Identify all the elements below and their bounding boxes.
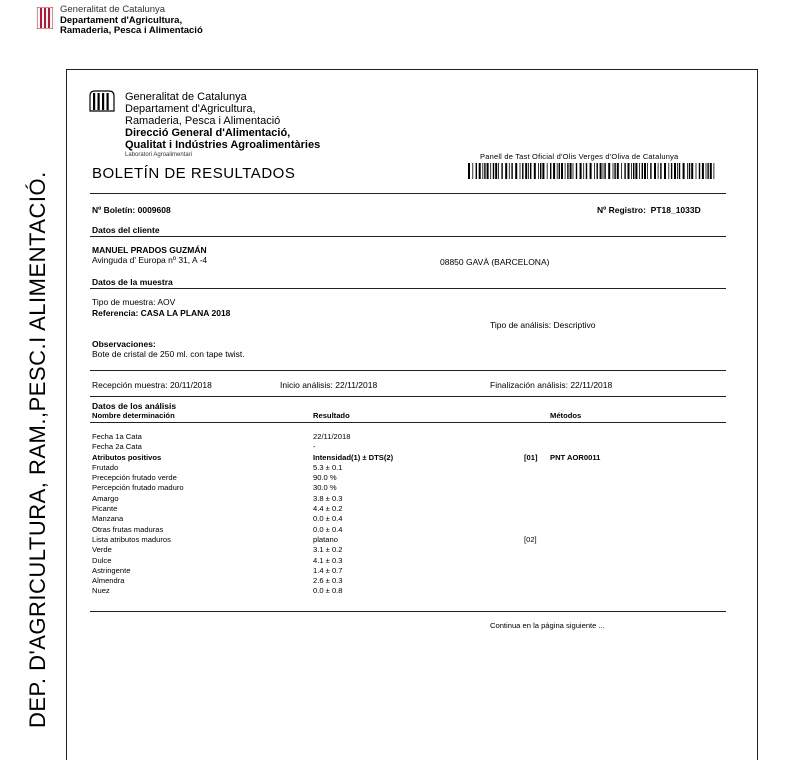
barcode-bar xyxy=(628,163,630,179)
barcode-bar xyxy=(650,163,651,179)
barcode-bar xyxy=(570,163,572,179)
analysis-ref-cell xyxy=(524,514,538,524)
analysis-result-cell: 4.4 ± 0.2 xyxy=(313,504,343,514)
analysis-result-cell: 22/11/2018 xyxy=(313,432,351,441)
barcode-bar xyxy=(482,163,483,179)
header-line: Ramaderia, Pesca i Alimentació xyxy=(125,115,281,127)
barcode-bar xyxy=(505,163,507,179)
analysis-section-title: Datos de los análisis xyxy=(92,401,177,411)
barcode-bar xyxy=(515,163,517,179)
barcode-bar xyxy=(476,163,477,179)
barcode-bar xyxy=(490,163,491,179)
divider xyxy=(90,611,726,612)
analysis-ref-cell xyxy=(524,432,538,442)
barcode-bar xyxy=(565,163,566,179)
header-line: Generalitat de Catalunya xyxy=(125,91,247,103)
barcode-bar xyxy=(576,163,577,179)
analysis-ref-cell xyxy=(524,545,538,555)
analysis-ref-cell xyxy=(524,504,538,514)
barcode-bar xyxy=(674,163,676,179)
divider xyxy=(90,288,726,289)
barcode-bar xyxy=(614,163,615,179)
side-stamp-text: DEP. D'AGRICULTURA, RAM.,PESC.I ALIMENTACIÓ. xyxy=(25,171,50,728)
barcode-bar xyxy=(635,163,637,179)
outer-header-line: Generalitat de Catalunya xyxy=(60,4,166,15)
analysis-name-cell: Otras frutas maduras xyxy=(92,524,164,534)
registro-number xyxy=(597,205,701,215)
page-title: BOLETÍN DE RESULTADOS xyxy=(92,165,296,182)
analysis-method-cell xyxy=(550,535,600,545)
analysis-name-cell: Verde xyxy=(92,545,112,555)
barcode-bar xyxy=(679,163,680,179)
barcode-bar xyxy=(594,163,595,179)
barcode-bar xyxy=(501,163,502,179)
document-header xyxy=(125,91,320,159)
barcode-bar xyxy=(647,163,648,179)
analysis-method-cell xyxy=(550,576,600,586)
barcode-bar xyxy=(567,163,568,179)
analysis-name-cell: Almendra xyxy=(92,576,125,586)
barcode-bar xyxy=(495,163,497,179)
barcode-bar xyxy=(528,163,529,179)
analysis-method-cell xyxy=(550,432,600,442)
analysis-method-cell xyxy=(550,442,600,452)
divider xyxy=(90,370,726,371)
analysis-names xyxy=(92,432,184,597)
boletin-value: 0009608 xyxy=(137,205,171,215)
analysis-method-cell xyxy=(550,586,600,596)
divider xyxy=(90,236,726,237)
analysis-method-cell xyxy=(550,504,600,514)
barcode-bar xyxy=(644,163,646,179)
barcode-bar xyxy=(553,163,555,179)
panel-label: Panell de Tast Oficial d'Olis Verges d'Oliva de Catalunya xyxy=(480,152,679,161)
barcode-bar xyxy=(710,163,712,179)
barcode-bar xyxy=(586,163,587,179)
registro-value: PT18_1033D xyxy=(650,205,701,215)
analysis-method-cell xyxy=(550,556,600,566)
barcode-bar xyxy=(631,163,632,179)
analysis-name-cell: Fecha 2a Cata xyxy=(92,442,142,452)
analysis-result-cell: 5.3 ± 0.1 xyxy=(313,462,343,472)
column-header-method: Métodos xyxy=(550,411,582,420)
barcode-bar xyxy=(642,163,643,179)
barcode-bar xyxy=(658,163,659,179)
lab-name: Laboratori Agroalimentari xyxy=(125,152,193,158)
analysis-method-cell: PNT AOR0011 xyxy=(550,452,601,462)
divider xyxy=(90,396,726,397)
barcode-bar xyxy=(613,163,614,179)
analysis-results xyxy=(313,432,393,597)
barcode-bar xyxy=(522,163,523,179)
analysis-method-cell xyxy=(550,514,600,524)
barcode-bar xyxy=(664,163,666,179)
barcode-bar xyxy=(691,163,693,179)
sample-reference: Referencia: CASA LA PLANA 2018 xyxy=(92,308,231,318)
barcode-bar xyxy=(608,163,610,179)
analysis-result-cell: 30.0 % xyxy=(313,483,337,493)
analysis-name-cell: Fecha 1a Cata xyxy=(92,432,142,441)
analysis-result-cell: 1.4 ± 0.7 xyxy=(313,565,343,575)
analysis-result-cell: Intensidad(1) ± DTS(2) xyxy=(313,452,394,462)
analysis-name-cell: Frutado xyxy=(92,462,119,472)
barcode-bar xyxy=(511,163,512,179)
analysis-name-cell: Atributos positivos xyxy=(92,452,162,462)
barcode-bar xyxy=(557,163,558,179)
barcode-bar xyxy=(689,163,690,179)
analysis-ref-cell xyxy=(524,576,538,586)
observations-label: Observaciones: xyxy=(92,339,156,349)
barcode-bar xyxy=(699,163,700,179)
analysis-name-cell: Picante xyxy=(92,504,118,514)
barcode-bar xyxy=(580,163,582,179)
end-date: Finalización análisis: 22/11/2018 xyxy=(490,380,613,390)
analysis-ref-cell xyxy=(524,494,538,504)
barcode-bar xyxy=(633,163,634,179)
barcode-bar xyxy=(660,163,661,179)
analysis-name-cell: Dulce xyxy=(92,555,112,565)
barcode-bar xyxy=(617,163,619,179)
outer-header-line: Departament d'Agricultura, xyxy=(60,14,183,26)
barcode-bar xyxy=(493,163,494,179)
barcode-bar xyxy=(687,163,688,179)
divider xyxy=(90,193,726,194)
header-bold-line: Direcció General d'Alimentació, xyxy=(125,127,291,139)
analysis-ref-cell xyxy=(524,586,538,596)
client-section-title: Datos del cliente xyxy=(92,225,160,235)
analysis-result-cell: 0.0 ± 0.4 xyxy=(313,514,343,524)
client-name: MANUEL PRADOS GUZMÁN xyxy=(92,245,207,255)
barcode-bar xyxy=(639,163,640,179)
analysis-result-cell: 4.1 ± 0.3 xyxy=(313,555,343,565)
analysis-name-cell: Nuez xyxy=(92,586,110,596)
barcode-bar xyxy=(604,163,605,179)
analysis-method-cell xyxy=(550,494,600,504)
boletin-label: Nº Boletín: xyxy=(92,205,136,215)
column-header-name: Nombre determinación xyxy=(92,411,175,420)
analysis-result-cell: 0.0 ± 0.8 xyxy=(313,586,343,596)
barcode-bar xyxy=(590,163,592,179)
barcode-bar xyxy=(573,163,574,179)
analysis-ref-cell xyxy=(524,463,538,473)
analysis-ref-cell xyxy=(524,525,538,535)
outer-header-line: Ramaderia, Pesca i Alimentació xyxy=(60,25,203,36)
barcode-bar xyxy=(498,163,499,179)
outer-header xyxy=(60,5,203,37)
barcode-bar xyxy=(714,163,715,179)
analysis-method-cell xyxy=(550,525,600,535)
registro-label: Nº Registro: xyxy=(597,205,646,215)
analysis-ref-cell xyxy=(524,566,538,576)
sample-type: Tipo de muestra: AOV xyxy=(92,297,176,307)
observations-text: Bote de cristal de 250 ml. con tape twist. xyxy=(92,349,245,359)
barcode-bar xyxy=(561,163,563,179)
analysis-result-cell: 2.6 ± 0.3 xyxy=(313,576,343,586)
analysis-name-cell: Astringente xyxy=(92,565,131,575)
analysis-methods xyxy=(550,432,600,597)
barcode-bar xyxy=(654,163,656,179)
generalitat-logo-icon xyxy=(37,7,53,29)
barcode-bar xyxy=(525,163,527,179)
barcode-bar xyxy=(677,163,678,179)
barcode-bar xyxy=(487,163,489,179)
analysis-ref-cell xyxy=(524,442,538,452)
analysis-name-cell: Lista atributos maduros xyxy=(92,534,171,544)
barcode-bar xyxy=(706,163,707,179)
barcode-bar xyxy=(479,163,481,179)
sample-section-title: Datos de la muestra xyxy=(92,277,173,287)
client-city: 08850 GAVÀ (BARCELONA) xyxy=(440,257,550,267)
barcode-bar xyxy=(707,163,708,179)
analysis-name-cell: Amargo xyxy=(92,493,119,503)
analysis-result-cell: - xyxy=(313,442,316,452)
barcode-bar xyxy=(621,163,622,179)
barcode-bar xyxy=(534,163,536,179)
generalitat-logo-icon xyxy=(89,90,115,112)
barcode-bar xyxy=(538,163,539,179)
barcode-bar xyxy=(484,163,485,179)
barcode-bar xyxy=(603,163,604,179)
barcode-bar xyxy=(668,163,669,179)
barcode-bar xyxy=(468,163,470,179)
analysis-result-cell: 0.0 ± 0.4 xyxy=(313,524,343,534)
barcode-bar xyxy=(542,163,544,179)
header-line: Departament d'Agricultura, xyxy=(125,103,256,115)
analysis-ref-cell: [01] xyxy=(524,452,538,462)
analysis-method-cell xyxy=(550,566,600,576)
analysis-result-cell: platano xyxy=(313,534,338,544)
reception-date: Recepción muestra: 20/11/2018 xyxy=(92,380,212,390)
analysis-name-cell: Percepción frutado maduro xyxy=(92,483,184,493)
barcode-bar xyxy=(671,163,672,179)
analysis-result-cell: 3.8 ± 0.3 xyxy=(313,493,343,503)
barcode-bar xyxy=(624,163,625,179)
column-header-result: Resultado xyxy=(313,411,350,420)
barcode-bar xyxy=(683,163,685,179)
barcode-bar xyxy=(547,163,548,179)
analysis-ref-cell xyxy=(524,556,538,566)
barcode-bar xyxy=(550,163,551,179)
analysis-ref-cell: [02] xyxy=(524,534,537,544)
analysis-result-cell: 90.0 % xyxy=(313,473,337,483)
analysis-type: Tipo de análisis: Descriptivo xyxy=(490,320,596,330)
barcode-bar xyxy=(509,163,510,179)
boletin-number xyxy=(92,205,171,215)
barcode-bar xyxy=(540,163,541,179)
start-date: Inicio análisis: 22/11/2018 xyxy=(280,380,378,390)
analysis-refs xyxy=(524,432,538,597)
client-address: Avinguda d' Europa nº 31, A -4 xyxy=(92,255,208,265)
analysis-result-cell: 3.1 ± 0.2 xyxy=(313,545,343,555)
barcode-bar xyxy=(559,163,560,179)
barcode-bar xyxy=(597,163,598,179)
header-bold-line: Qualitat i Indústries Agroalimentàries xyxy=(125,139,321,151)
barcode-bar xyxy=(472,163,473,179)
barcode-bar xyxy=(600,163,602,179)
analysis-method-cell xyxy=(550,473,600,483)
barcode-icon xyxy=(468,163,716,179)
analysis-method-cell xyxy=(550,545,600,555)
analysis-method-cell xyxy=(550,463,600,473)
analysis-ref-cell xyxy=(524,473,538,483)
analysis-name-cell: Manzana xyxy=(92,514,124,524)
analysis-method-cell xyxy=(550,483,600,493)
barcode-bar xyxy=(530,163,531,179)
barcode-bar xyxy=(696,163,697,179)
analysis-ref-cell xyxy=(524,483,538,493)
barcode-bar xyxy=(520,163,521,179)
barcode-bar xyxy=(583,163,584,179)
analysis-name-cell: Precepción frutado verde xyxy=(92,473,177,483)
barcode-bar xyxy=(702,163,704,179)
continuation-note: Continua en la página siguiente ... xyxy=(490,621,605,630)
divider xyxy=(90,422,726,423)
